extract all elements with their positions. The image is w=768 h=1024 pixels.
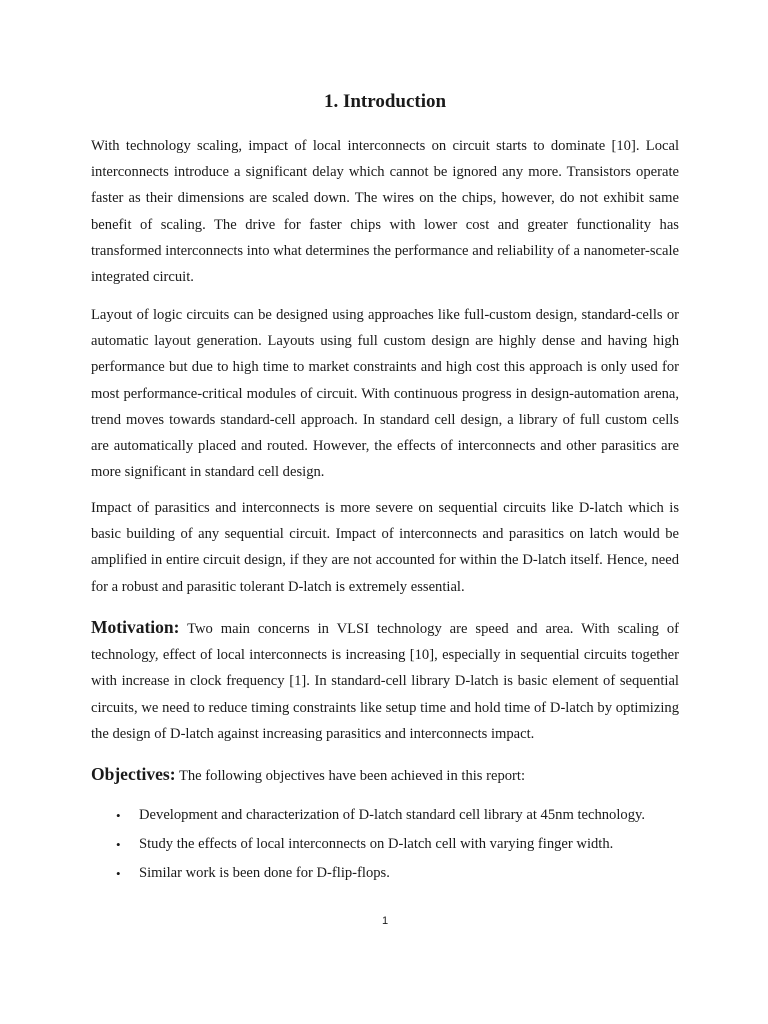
list-item-text: Study the effects of local interconnects on D-latch cell with varying finger width.	[139, 836, 614, 852]
list-item	[91, 830, 679, 859]
list-item	[91, 801, 679, 830]
bullet-icon: •	[116, 808, 121, 823]
objectives-label: Objectives:	[91, 764, 176, 784]
list-item	[91, 859, 679, 888]
page-number: 1	[381, 915, 389, 927]
intro-paragraph-3: Impact of parasitics and interconnects is more severe on sequential circuits like D-latch which is basic building of any sequential circuit. Impact of interconnects and parasitics on latch would be amplified in entire circuit design, if they are not accounted for within the D-latch itself. Hence, need for a robust and parasitic tolerant D-latch is extremely essential.	[91, 500, 679, 595]
motivation-label: Motivation:	[91, 617, 180, 637]
bullet-icon: •	[116, 837, 121, 852]
objectives-paragraph	[91, 761, 679, 789]
objectives-text: The following objectives have been achieved in this report:	[175, 768, 526, 784]
intro-paragraph-1: With technology scaling, impact of local interconnects on circuit starts to dominate [10]. Local interconnects introduce a significant delay which cannot be ignored any more. Transistors operate faster as their dimensions are scaled down. The wires on the chips, however, do not exhibit same benefit of scaling. The drive for faster chips with lower cost and greater functionality has transformed interconnects into what determines the performance and reliability of a nanometer-scale integrated circuit.	[91, 138, 679, 286]
list-item-text: Similar work is been done for D-flip-flops.	[139, 865, 390, 881]
section-title: 1. Introduction	[323, 91, 447, 112]
motivation-text: Two main concerns in VLSI technology are speed and area. With scaling of technology, effect of local interconnects is increasing [10], especially in sequential circuits together with increase in clock frequency [1]. In standard-cell library D-latch is basic element of sequential circuits, we need to reduce timing constraints like setup time and hold time of D-latch by optimizing the design of D-latch against increasing parasitics and interconnects impact.	[91, 621, 679, 742]
intro-paragraph-2: Layout of logic circuits can be designed using approaches like full-custom design, standard-cells or automatic layout generation. Layouts using full custom design are highly dense and having high performance but due to high time to market constraints and high cost this approach is only used for most performance-critical modules of circuit. With continuous progress in design-automation arena, trend moves towards standard-cell approach. In standard cell design, a library of full custom cells are automatically placed and routed. However, the effects of interconnects and other parasitics are more significant in standard cell design.	[91, 307, 679, 481]
motivation-paragraph	[91, 614, 679, 747]
list-item-text: Development and characterization of D-latch standard cell library at 45nm technology.	[139, 807, 645, 823]
bullet-icon: •	[116, 866, 121, 881]
objectives-list	[91, 801, 679, 888]
